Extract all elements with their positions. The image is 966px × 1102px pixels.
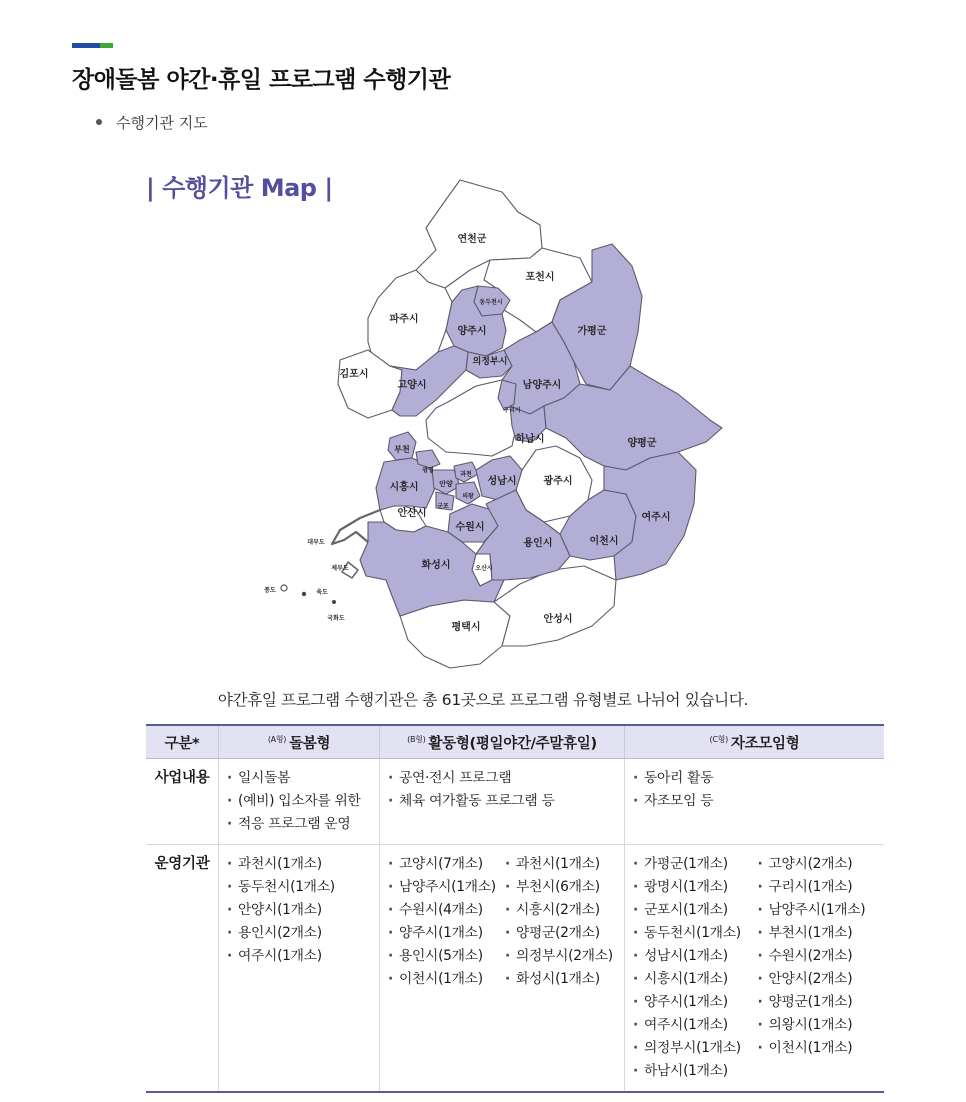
gyeonggi-map	[240, 170, 740, 675]
label-jebudo: 제부도	[331, 565, 349, 572]
bullet-icon	[96, 119, 102, 125]
list-item: · 공연·전시 프로그램	[388, 767, 618, 790]
row-label-business: 사업내용	[146, 759, 219, 845]
agency-item: · 성남시(1개소)	[633, 945, 754, 968]
agency-item: · 화성시(1개소)	[505, 968, 618, 991]
agency-item: · 과천시(1개소)	[505, 853, 618, 876]
label-siheung: 시흥시	[389, 482, 419, 493]
agencies-type-a	[219, 845, 380, 1093]
label-yeoju: 여주시	[641, 512, 671, 523]
list-item-continuation: · 적응 프로그램 운영	[227, 813, 373, 836]
agency-item: · 남양주시(1개소)	[758, 899, 879, 922]
label-yangpyeong: 양평군	[627, 438, 657, 449]
agency-item: · 용인시(5개소)	[388, 945, 501, 968]
label-ansan: 안산시	[397, 508, 427, 519]
agency-item: · 고양시(7개소)	[388, 853, 501, 876]
label-daebudo: 대부도	[307, 539, 325, 546]
header-category: 구분*	[146, 725, 219, 759]
agency-item: · 동두천시(1개소)	[227, 876, 373, 899]
label-gimpo: 김포시	[339, 369, 369, 380]
label-suwon: 수원시	[455, 522, 485, 533]
agency-item: · 하남시(1개소)	[633, 1060, 754, 1083]
agency-item: · 광명시(1개소)	[633, 876, 754, 899]
agency-item: · 시흥시(2개소)	[505, 899, 618, 922]
label-seongnam: 성남시	[487, 476, 517, 487]
label-yukdo: 육도	[316, 589, 328, 596]
label-namyangju: 남양주시	[522, 380, 562, 391]
agency-item: · 이천시(1개소)	[758, 1037, 879, 1060]
label-pocheon: 포천시	[525, 272, 555, 283]
header-type-b	[380, 725, 625, 759]
table-row-agencies	[146, 845, 884, 1093]
agency-item: · 수원시(2개소)	[758, 945, 879, 968]
label-gunpo: 군포	[437, 503, 449, 510]
accent-blue	[72, 43, 100, 48]
agency-item: · 수원시(4개소)	[388, 899, 501, 922]
header-type-c	[625, 725, 885, 759]
type-b-tag: (B형)	[407, 734, 426, 744]
agency-item: · 안양시(2개소)	[758, 968, 879, 991]
business-type-a	[219, 759, 380, 845]
agency-item: · 이천시(1개소)	[388, 968, 501, 991]
agency-item: · 양평군(2개소)	[505, 922, 618, 945]
agency-item: · 의정부시(2개소)	[505, 945, 618, 968]
label-gukhwado: 국화도	[327, 615, 345, 622]
list-item: · 체육 여가활동 프로그램 등	[388, 790, 618, 813]
agency-item: · 안양시(1개소)	[227, 899, 373, 922]
type-b-label: 활동형(평일야간/주말휴일)	[428, 735, 597, 752]
label-hanam: 하남시	[515, 434, 545, 445]
label-guri: 구리시	[503, 407, 521, 414]
label-yongin: 용인시	[523, 538, 553, 549]
agency-item: · 양주시(1개소)	[388, 922, 501, 945]
table-header-row	[146, 725, 884, 759]
row-label-agencies: 운영기관	[146, 845, 219, 1093]
yukdo-island	[302, 592, 306, 596]
list-item: · 일시돌봄	[227, 767, 373, 790]
table-row-business	[146, 759, 884, 845]
header-type-a	[219, 725, 380, 759]
label-hwaseong: 화성시	[421, 560, 451, 571]
label-anyang: 안양	[439, 480, 453, 488]
label-gwangju: 광주시	[543, 476, 573, 487]
label-dongducheon: 동두천시	[479, 299, 503, 306]
gukhwado-island	[332, 600, 336, 604]
agency-item: · 양주시(1개소)	[633, 991, 754, 1014]
type-c-tag: (C형)	[709, 734, 728, 744]
agency-item: · 군포시(1개소)	[633, 899, 754, 922]
program-table	[146, 724, 884, 1093]
label-uijeongbu: 의정부시	[472, 357, 508, 367]
type-a-tag: (A형)	[267, 734, 287, 744]
agency-item: · 남양주시(1개소)	[388, 876, 501, 899]
accent-green	[100, 43, 113, 48]
label-icheon: 이천시	[589, 536, 619, 547]
agency-item: · 여주시(1개소)	[227, 945, 373, 968]
label-anseong: 안성시	[543, 614, 573, 625]
label-osan: 오산시	[475, 565, 493, 572]
agency-item: · 부천시(6개소)	[505, 876, 618, 899]
agencies-type-b	[380, 845, 625, 1093]
label-bucheon: 부천	[394, 445, 410, 454]
agency-item: · 동두천시(1개소)	[633, 922, 754, 945]
label-yangju: 양주시	[457, 326, 487, 337]
label-gapyeong: 가평군	[577, 326, 607, 337]
label-uiwang: 의왕	[462, 493, 474, 500]
label-gwacheon: 과천	[460, 471, 472, 478]
label-pyeongtaek: 평택시	[451, 622, 481, 633]
label-yeoncheon: 연천군	[457, 234, 487, 245]
agency-item: · 구리시(1개소)	[758, 876, 879, 899]
agencies-type-c	[625, 845, 885, 1093]
agency-item: · 여주시(1개소)	[633, 1014, 754, 1037]
agency-item: · 부천시(1개소)	[758, 922, 879, 945]
title-accent-bar	[72, 43, 113, 48]
agency-item: · 용인시(2개소)	[227, 922, 373, 945]
subtitle-text: 수행기관 지도	[116, 114, 208, 132]
agency-item: · 양평군(1개소)	[758, 991, 879, 1014]
label-paju: 파주시	[389, 314, 419, 325]
label-goyang: 고양시	[397, 380, 427, 391]
pungdo-island	[281, 585, 287, 591]
list-item: · (예비) 입소자를 위한	[227, 790, 373, 813]
page-title: 장애돌봄 야간·휴일 프로그램 수행기관	[72, 67, 451, 93]
label-pungdo: 풍도	[264, 587, 276, 594]
label-gwangmyeong: 광명	[422, 467, 434, 474]
type-a-label: 돌봄형	[289, 735, 331, 752]
type-c-label: 자조모임형	[730, 735, 800, 752]
business-type-c	[625, 759, 885, 845]
agency-item: · 시흥시(1개소)	[633, 968, 754, 991]
list-item: · 동아리 활동	[633, 767, 878, 790]
map-caption: 야간휴일 프로그램 수행기관은 총 61곳으로 프로그램 유형별로 나뉘어 있습니다.	[217, 691, 749, 709]
agency-item: · 의왕시(1개소)	[758, 1014, 879, 1037]
agency-item: · 가평군(1개소)	[633, 853, 754, 876]
agency-item: · 의정부시(1개소)	[633, 1037, 754, 1060]
list-item: · 자조모임 등	[633, 790, 878, 813]
business-type-b	[380, 759, 625, 845]
map-title: | 수행기관 Map |	[146, 174, 333, 202]
agency-item: · 고양시(2개소)	[758, 853, 879, 876]
agency-item: · 과천시(1개소)	[227, 853, 373, 876]
